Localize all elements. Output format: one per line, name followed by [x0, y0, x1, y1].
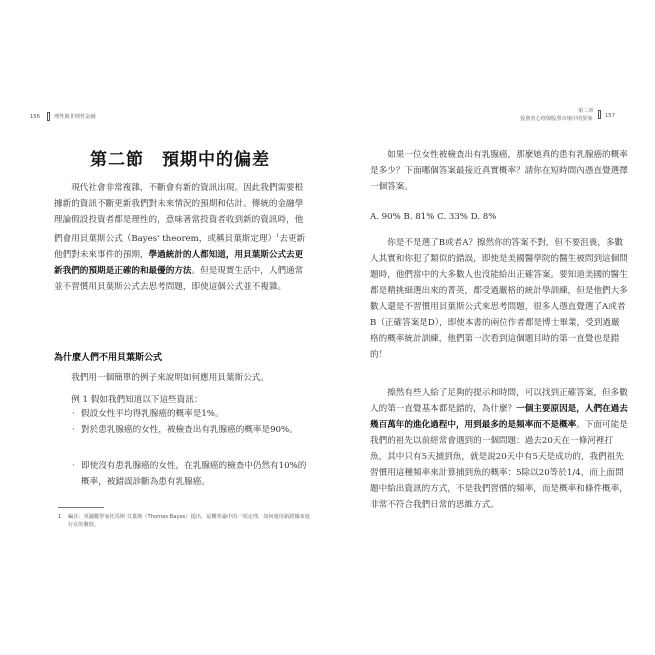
- bullet-dot: ‧: [72, 425, 75, 435]
- intro-paragraph: [54, 180, 308, 295]
- footnote: [58, 513, 310, 529]
- bullet-item: [72, 422, 313, 438]
- left-book-title: 理性與非理性金融: [54, 114, 96, 120]
- footnote-text: 編註：英國數學家托馬斯‧貝葉斯（Thomas Bayes）提出，是概率論中的一項定理，如何運用新證據來進行在的數值。: [68, 514, 310, 528]
- example-label: 例 1 假如我們知道以下這些資訊：: [71, 395, 203, 405]
- intro-text-part2: 去更新他們對未來事件的預期，: [54, 233, 306, 260]
- explanation-text-part1: 擦然有些人給了足夠的提示和時間，可以找到正確答案，但多數人的第一直覺基本都是錯的，為什麼？: [370, 388, 628, 414]
- subheading: 為什麼人們不用貝葉斯公式: [54, 353, 163, 363]
- intro-text-part1: 現代社會非常複雜，不斷會有新的資訊出現。因此我們需要根據新的資訊不斷更新我們對未來情況的預期和估計。傳統的金融學理論假設投資者都是理性的，意味著當投資者收到新的資訊時，他們會用貝葉斯公式（Bayes' theorem，或稱貝葉斯定理）: [54, 183, 304, 244]
- explanation-emphasis: 一個主要原因是，人們在過去幾百萬年的進化過程中，用到最多的是頻率而不是概率: [370, 404, 628, 430]
- bullet-item: [72, 458, 313, 490]
- explanation-text-part2: 。下面可能是我們的祖先以前經常會遇到的一個問題：過去20天在一條河裡打魚，其中只有5天捕到魚，就是說20天中有5天是成功的，我們祖先習慣用這種頻率來計算捕到魚的概率：5除以20等於1/4，而上面問題中給出資訊的方式，不是我們習慣的頻率，而是概率和條件概率，非常不符合我們日常的思維方式。: [370, 420, 628, 510]
- answer-paragraph: 你是不是選了B或者A？擦然你的答案不對，但不要沮喪，多數人其實和你犯了類似的錯誤，即使是美國醫學院的醫生被問到這個問題時，他們當中的大多數人也沒能給出正確答案。要知道美國的醫生都是精挑細選出來的菁英，都受過嚴格的統計學訓練，但是他們大多數人還是不習慣用貝葉斯公式來思考問題，很多人憑直覺選了A或者B（正確答案是D），即使本書的兩位作者都是博士畢業，受到過嚴格的概率統計訓練，他們第一次看到這個題目時的第一直覺也是錯的！: [370, 238, 628, 360]
- header-bar-mark: [598, 110, 601, 119]
- example-intro: 我們用一個簡單的例子來說明如何應用貝葉斯公式。: [71, 373, 269, 383]
- explanation-paragraph: [370, 385, 628, 513]
- section-title: 第二節 預期中的偏差: [90, 150, 270, 170]
- answer-options: A. 90% B. 81% C. 33% D. 8%: [370, 212, 497, 222]
- left-page-number: 156: [30, 114, 40, 120]
- bullet-text: 假設女性平均得乳腺癌的概率是1%。: [81, 409, 224, 419]
- bullet-text: 對於患乳腺癌的女性，被檢查出有乳腺癌的概率是90%。: [81, 425, 298, 435]
- footnote-divider: [58, 507, 104, 508]
- footnote-number: 1: [58, 514, 62, 520]
- intro-text-part3: 。但是現實生活中，人們通常並不習慣用貝葉斯公式去思考問題，即使這個公式並不複雜。: [54, 265, 304, 292]
- question-paragraph: 如果一位女性被檢查出有乳腺癌，那麼她真的患有乳腺癌的概率是多少？下面哪個答案最接近真實概率？請你在短時間內憑直覺選擇一個答案。: [370, 150, 628, 192]
- footnote-marker: 1: [276, 233, 280, 239]
- bullet-item: [72, 406, 317, 422]
- chapter-label: 第三章: [578, 108, 594, 114]
- bullet-dot: ‧: [72, 409, 75, 419]
- intro-emphasis: 學過統計的人都知道，用貝葉斯公式去更新我們的預期是正確的和最優的方法: [54, 249, 304, 276]
- bullet-text: 即使沒有患乳腺癌的女性，在乳腺癌的檢查中仍然有10%的概率，被錯誤診斷為患有乳腺癌。: [81, 461, 307, 487]
- bullet-dot: ‧: [72, 461, 75, 471]
- header-bar-mark: [47, 112, 50, 121]
- right-page-number: 157: [605, 113, 615, 119]
- chapter-title: 投資者心理與股票市場中的異象: [520, 116, 593, 122]
